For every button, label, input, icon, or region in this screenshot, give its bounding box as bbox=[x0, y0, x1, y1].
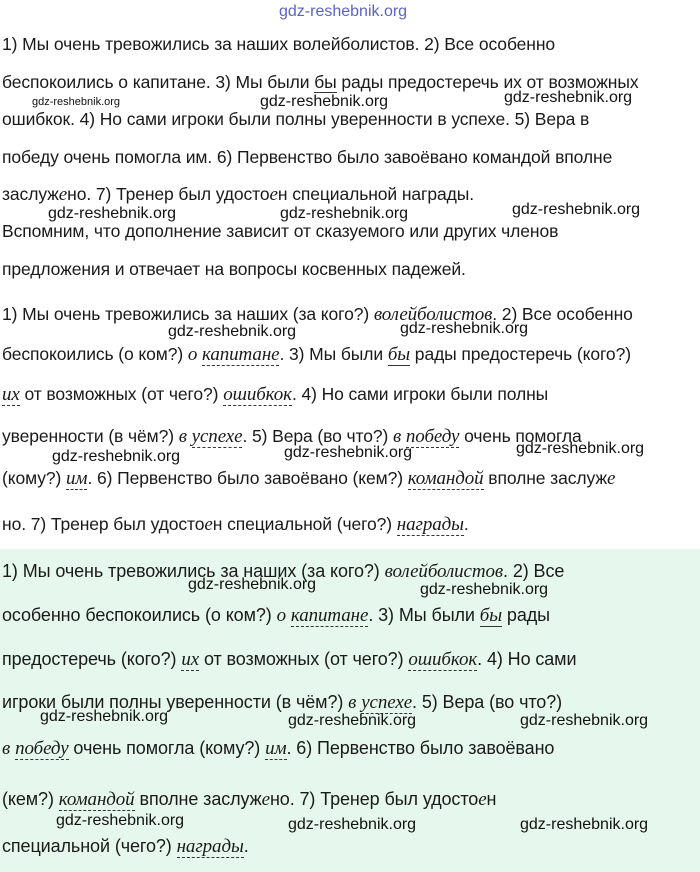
watermark: gdz-reshebnik.org bbox=[520, 712, 649, 729]
final-line-1: 1) Мы очень тревожились за наших (за кого?) волейболистов. 2) Все bbox=[2, 561, 565, 582]
watermark: gdz-reshebnik.org bbox=[420, 581, 549, 598]
final-line-3: предостеречь (кого?) их от возможных (от чего?) ошибкок. 4) Но сами bbox=[2, 649, 577, 670]
final-line-2: особенно беспокоились (о ком?) о капитане. 3) Мы были бы рады bbox=[2, 605, 550, 626]
watermark: gdz-reshebnik.org bbox=[48, 205, 177, 222]
watermark: gdz-reshebnik.org bbox=[400, 320, 529, 337]
task-line-4: победу очень помогла им. 6) Первенство было завоёвано командой вполне bbox=[2, 147, 613, 167]
watermark: gdz-reshebnik.org bbox=[516, 440, 645, 457]
watermark: gdz-reshebnik.org bbox=[40, 708, 169, 725]
task-line-2: беспокоились о капитане. 3) Мы были бы рады предостеречь их от возможных bbox=[2, 72, 639, 92]
answer-line-5: (кому?) им. 6) Первенство было завоёвано (кем?) командой вполне заслуже bbox=[2, 468, 616, 489]
answer-line-4: уверенности (в чём?) в успехе. 5) Вера (во что?) в победу очень помогла bbox=[2, 426, 582, 447]
final-line-7: специальной (чего?) награды. bbox=[2, 836, 249, 857]
final-line-6: (кем?) командой вполне заслужено. 7) Тренер был удостоен bbox=[2, 789, 497, 810]
watermark: gdz-reshebnik.org bbox=[288, 816, 417, 833]
rule-line-2: предложения и отвечает на вопросы косвенных падежей. bbox=[2, 259, 466, 279]
watermark: gdz-reshebnik.org bbox=[32, 96, 121, 108]
watermark: gdz-reshebnik.org bbox=[288, 712, 417, 729]
watermark: gdz-reshebnik.org bbox=[188, 576, 317, 593]
rule-line-1: Вспомним, что дополнение зависит от сказуемого или других членов bbox=[2, 221, 559, 241]
watermark: gdz-reshebnik.org bbox=[52, 448, 181, 465]
watermark: gdz-reshebnik.org bbox=[260, 93, 389, 110]
watermark: gdz-reshebnik.org bbox=[284, 444, 413, 461]
watermark: gdz-reshebnik.org bbox=[168, 323, 297, 340]
watermark-top: gdz-reshebnik.org bbox=[279, 3, 408, 20]
watermark: gdz-reshebnik.org bbox=[520, 816, 649, 833]
final-line-5: в победу очень помогла (кому?) им. 6) Первенство было завоёвано bbox=[2, 738, 555, 759]
task-line-5: заслужено. 7) Тренер был удостоен специальной награды. bbox=[2, 184, 474, 205]
watermark: gdz-reshebnik.org bbox=[280, 205, 409, 222]
answer-line-2: беспокоились (о ком?) о капитане. 3) Мы были бы рады предостеречь (кого?) bbox=[2, 344, 631, 365]
watermark: gdz-reshebnik.org bbox=[504, 89, 633, 106]
watermark: gdz-reshebnik.org bbox=[56, 812, 185, 829]
answer-line-6: но. 7) Тренер был удостоен специальной (чего?) награды. bbox=[2, 514, 469, 535]
task-line-3: ошибкок. 4) Но сами игроки были полны уверенности в успехе. 5) Вера в bbox=[2, 109, 590, 129]
answer-line-3: их от возможных (от чего?) ошибкок. 4) Но сами игроки были полны bbox=[2, 384, 549, 405]
final-line-4: игроки были полны уверенности (в чём?) в успехе. 5) Вера (во что?) bbox=[2, 692, 563, 713]
watermark: gdz-reshebnik.org bbox=[512, 201, 641, 218]
task-line-1: 1) Мы очень тревожились за наших волейболистов. 2) Все особенно bbox=[2, 34, 556, 54]
answer-line-1: 1) Мы очень тревожились за наших (за кого?) волейболистов. 2) Все особенно bbox=[2, 304, 633, 325]
